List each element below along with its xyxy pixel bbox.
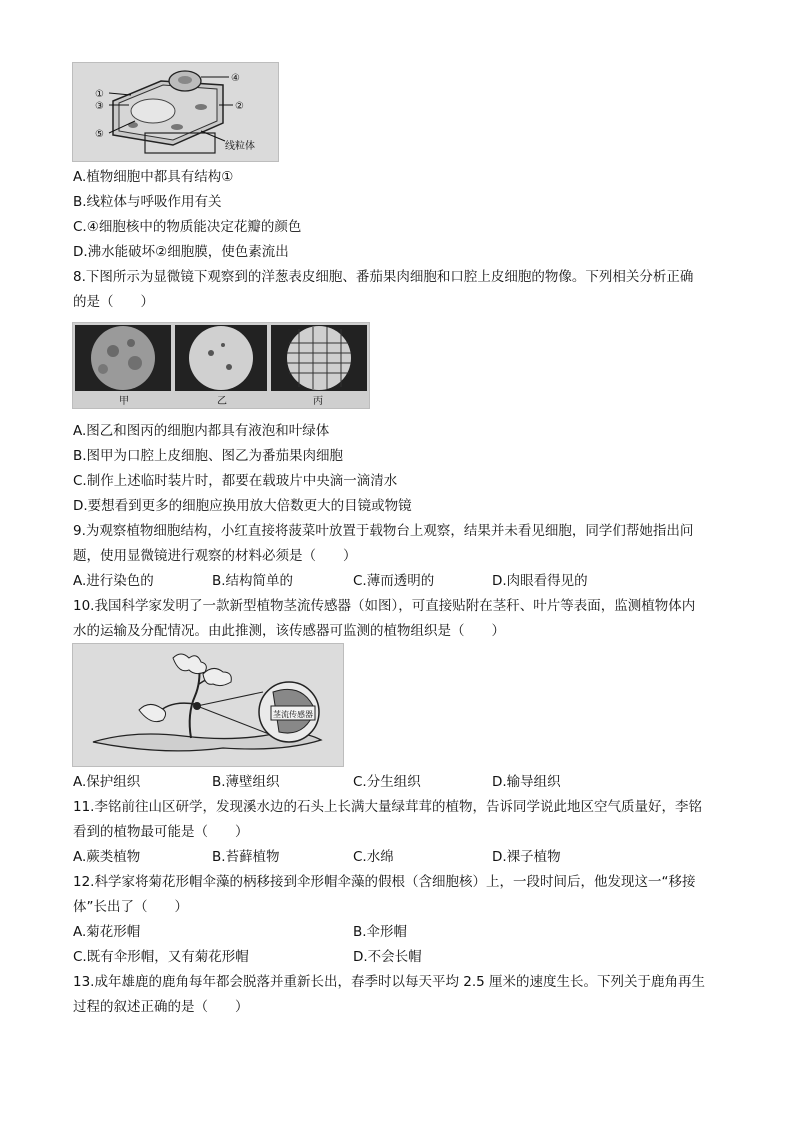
q10-option-c: C.分生组织 <box>353 774 421 790</box>
q12-option-c: C.既有伞形帽，又有菊花形帽 <box>73 949 249 965</box>
q9-option-a: A.进行染色的 <box>73 573 154 589</box>
plant-cell-figure <box>72 62 279 162</box>
q7-option-d: D.沸水能破坏②细胞膜，使色素流出 <box>73 244 289 260</box>
fig1-label-4: ④ <box>231 73 240 84</box>
q9-option-c: C.薄而透明的 <box>353 573 435 589</box>
q11-option-b: B.苔藓植物 <box>212 849 280 865</box>
q7-option-b: B.线粒体与呼吸作用有关 <box>73 194 222 210</box>
q13-stem-line1: 13.成年雄鹿的鹿角每年都会脱落并重新长出，春季时以每天平均 2.5 厘米的速度生长。下列关于鹿角再生 <box>73 974 706 990</box>
fig-label-bing: 丙 <box>313 396 323 407</box>
sensor-label: 茎流传感器 <box>273 710 313 719</box>
microscope-images-figure <box>72 322 370 409</box>
q8-option-d: D.要想看到更多的细胞应换用放大倍数更大的目镜或物镜 <box>73 498 412 514</box>
fig1-label-5: ⑤ <box>95 129 104 140</box>
fig-label-jia: 甲 <box>119 396 129 407</box>
q10-stem-line1: 10.我国科学家发明了一款新型植物茎流传感器（如图），可直接贴附在茎秆、叶片等表面，监测植物体内 <box>73 598 696 614</box>
fig1-label-1: ① <box>95 89 104 100</box>
q7-option-c: C.④细胞核中的物质能决定花瓣的颜色 <box>73 219 302 235</box>
fig1-label-3: ③ <box>95 101 104 112</box>
q10-option-a: A.保护组织 <box>73 774 141 790</box>
q11-option-a: A.蕨类植物 <box>73 849 141 865</box>
q8-stem-line1: 8.下图所示为显微镜下观察到的洋葱表皮细胞、番茄果肉细胞和口腔上皮细胞的物像。下列相关分析正确 <box>73 269 694 285</box>
q10-option-d: D.输导组织 <box>492 774 561 790</box>
q11-stem-line2: 看到的植物最可能是（ ） <box>73 824 249 840</box>
q8-option-b: B.图甲为口腔上皮细胞、图乙为番茄果肉细胞 <box>73 448 344 464</box>
q8-option-c: C.制作上述临时装片时，都要在载玻片中央滴一滴清水 <box>73 473 398 489</box>
q12-stem-line2: 体”长出了（ ） <box>73 899 188 915</box>
fig1-label-2: ② <box>235 101 244 112</box>
q10-stem-line2: 水的运输及分配情况。由此推测，该传感器可监测的植物组织是（ ） <box>73 623 505 639</box>
q12-option-d: D.不会长帽 <box>353 949 422 965</box>
fig1-mito-label: 线粒体 <box>225 141 255 152</box>
stem-sensor-figure <box>72 643 344 767</box>
q8-stem-line2: 的是（ ） <box>73 294 154 310</box>
q13-stem-line2: 过程的叙述正确的是（ ） <box>73 999 249 1015</box>
q12-stem-line1: 12.科学家将菊花形帽伞藻的柄移接到伞形帽伞藻的假根（含细胞核）上，一段时间后，他发现这一“移接 <box>73 874 696 890</box>
q10-option-b: B.薄壁组织 <box>212 774 280 790</box>
fig-label-yi: 乙 <box>217 396 227 407</box>
q9-stem-line2: 题，使用显微镜进行观察的材料必须是（ ） <box>73 548 357 564</box>
q11-option-c: C.水绵 <box>353 849 394 865</box>
q12-option-b: B.伞形帽 <box>353 924 408 940</box>
q8-option-a: A.图乙和图丙的细胞内都具有液泡和叶绿体 <box>73 423 330 439</box>
q11-option-d: D.裸子植物 <box>492 849 561 865</box>
q9-stem-line1: 9.为观察植物细胞结构，小红直接将菠菜叶放置于载物台上观察，结果并未看见细胞，同学们帮她指出问 <box>73 523 694 539</box>
q9-option-d: D.肉眼看得见的 <box>492 573 588 589</box>
q12-option-a: A.菊花形帽 <box>73 924 141 940</box>
q7-option-a: A.植物细胞中都具有结构① <box>73 169 234 185</box>
q11-stem-line1: 11.李铭前往山区研学，发现溪水边的石头上长满大量绿茸茸的植物，告诉同学说此地区空气质量好，李铭 <box>73 799 702 815</box>
q9-option-b: B.结构简单的 <box>212 573 294 589</box>
